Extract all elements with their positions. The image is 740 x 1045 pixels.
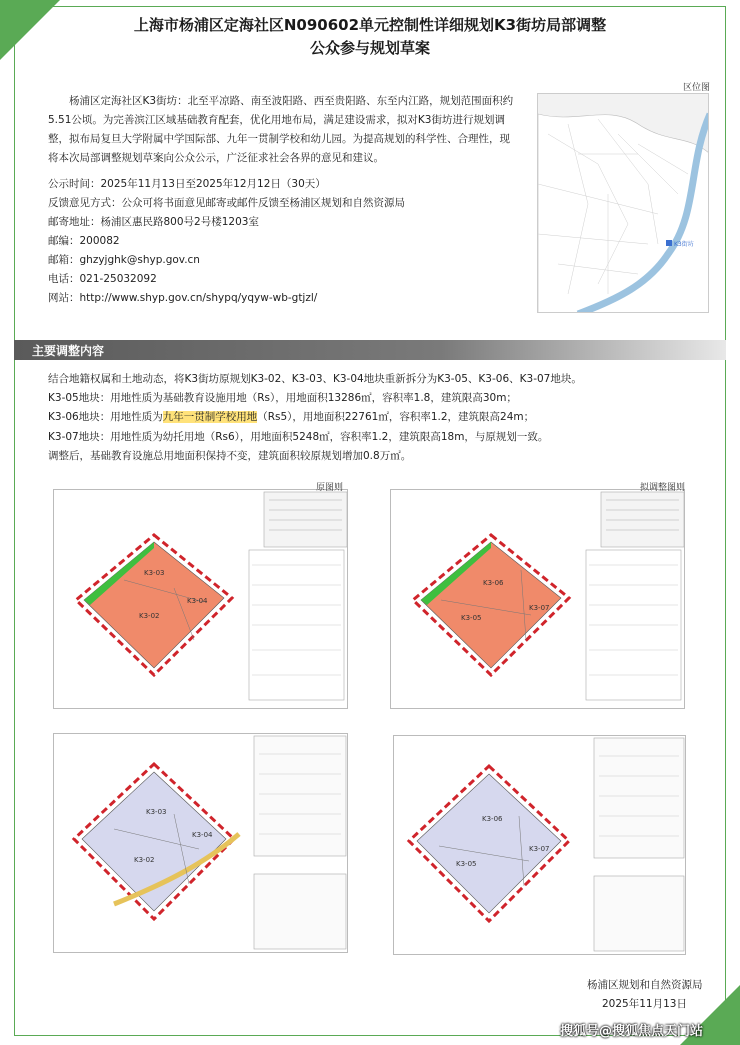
section-bar — [14, 340, 726, 360]
original-plan-panel — [53, 489, 348, 709]
location-marker-label: K3街坊 — [674, 241, 694, 248]
phone: 电话：021-25032092 — [48, 273, 157, 285]
email: 邮箱：ghzyjghk@shyp.gov.cn — [48, 254, 200, 266]
adjustment-line-2: K3-05地块：用地性质为基础教育设施用地（Rs），用地面积13286㎡，容积率1.8，建筑限高30m； — [48, 392, 517, 405]
intro-paragraph: 杨浦区定海社区K3街坊：北至平凉路、南至波阳路、西至贵阳路、东至内江路，规划范围面积约5.51公顷。为完善滨江区域基础教育配套，优化用地布局，满足建设需求，拟对K3街坊进行规划调整，拟布局复旦大学附属中学国际部、九年一贯制学校和幼儿园。为提高规划的科学性、合理性，现将本次局部调整规划草案向公众公示，广泛征求社会各界的意见和建议。 — [48, 95, 514, 164]
page-title: 上海市杨浦区定海社区N090602单元控制性详细规划K3街坊局部调整 — [133, 16, 607, 34]
issue-date: 2025年11月13日 — [602, 998, 687, 1010]
feedback-method: 反馈意见方式：公众可将书面意见邮寄或邮件反馈至杨浦区规划和自然资源局 — [48, 197, 405, 209]
parcel-label: K3-06 — [483, 579, 504, 587]
parcel-label: K3-02 — [139, 612, 160, 620]
parcel-label: K3-07 — [529, 845, 550, 853]
adjustment-line-5: 调整后，基础教育设施总用地面积保持不变，建筑面积较原规划增加0.8万㎡。 — [48, 449, 412, 462]
proposed-plan-panel — [390, 489, 685, 709]
parcel-label: K3-02 — [134, 856, 155, 864]
website-link[interactable]: 网站：http://www.shyp.gov.cn/shypq/yqyw-wb-gtjzl/ — [48, 292, 318, 304]
publicity-period: 公示时间：2025年11月13日至2025年12月12日（30天） — [48, 178, 326, 190]
adjustment-line-3-pre: K3-06地块：用地性质为 — [48, 411, 163, 424]
location-map-label: 区位图 — [683, 83, 711, 93]
proposed-plan-label: 拟调整图则 — [640, 483, 686, 493]
parcel-label: K3-07 — [529, 604, 550, 612]
parcel-label: K3-03 — [146, 808, 167, 816]
adjustment-line-3 — [48, 408, 582, 427]
postcode: 邮编：200082 — [48, 235, 120, 247]
parcel-label: K3-05 — [461, 614, 482, 622]
contact-info — [48, 175, 405, 308]
proposed-plan-panel-b — [393, 735, 686, 955]
parcel-label: K3-04 — [192, 831, 213, 839]
adjustment-line-4: K3-07地块：用地性质为幼托用地（Rs6），用地面积5248㎡，容积率1.2，建筑限高18m，与原规划一致。 — [48, 430, 549, 443]
adjustment-line-3-post: （Rs5），用地面积22761㎡，容积率1.2，建筑限高24m； — [257, 411, 535, 424]
adjustment-line-1: 结合地籍权属和土地动态，将K3街坊原规划K3-02、K3-03、K3-04地块重新拆分为K3-05、K3-06、K3-07地块。 — [48, 373, 582, 385]
adjustment-content — [48, 370, 582, 466]
original-plan-panel-b — [53, 733, 348, 953]
issuing-organization: 杨浦区规划和自然资源局 — [587, 979, 703, 991]
parcel-label: K3-03 — [144, 569, 165, 577]
mail-address: 邮寄地址：杨浦区惠民路800号2号楼1203室 — [48, 216, 259, 228]
parcel-label: K3-05 — [456, 860, 477, 868]
watermark: 搜狐号@搜狐焦点天门站 — [560, 1024, 704, 1039]
original-plan-label: 原图则 — [316, 483, 344, 493]
highlighted-land-use: 九年一贯制学校用地 — [162, 411, 258, 424]
location-map — [537, 93, 709, 313]
page-subtitle: 公众参与规划草案 — [309, 39, 430, 57]
parcel-label: K3-06 — [482, 815, 503, 823]
parcel-label: K3-04 — [187, 597, 208, 605]
section-title: 主要调整内容 — [32, 344, 105, 358]
